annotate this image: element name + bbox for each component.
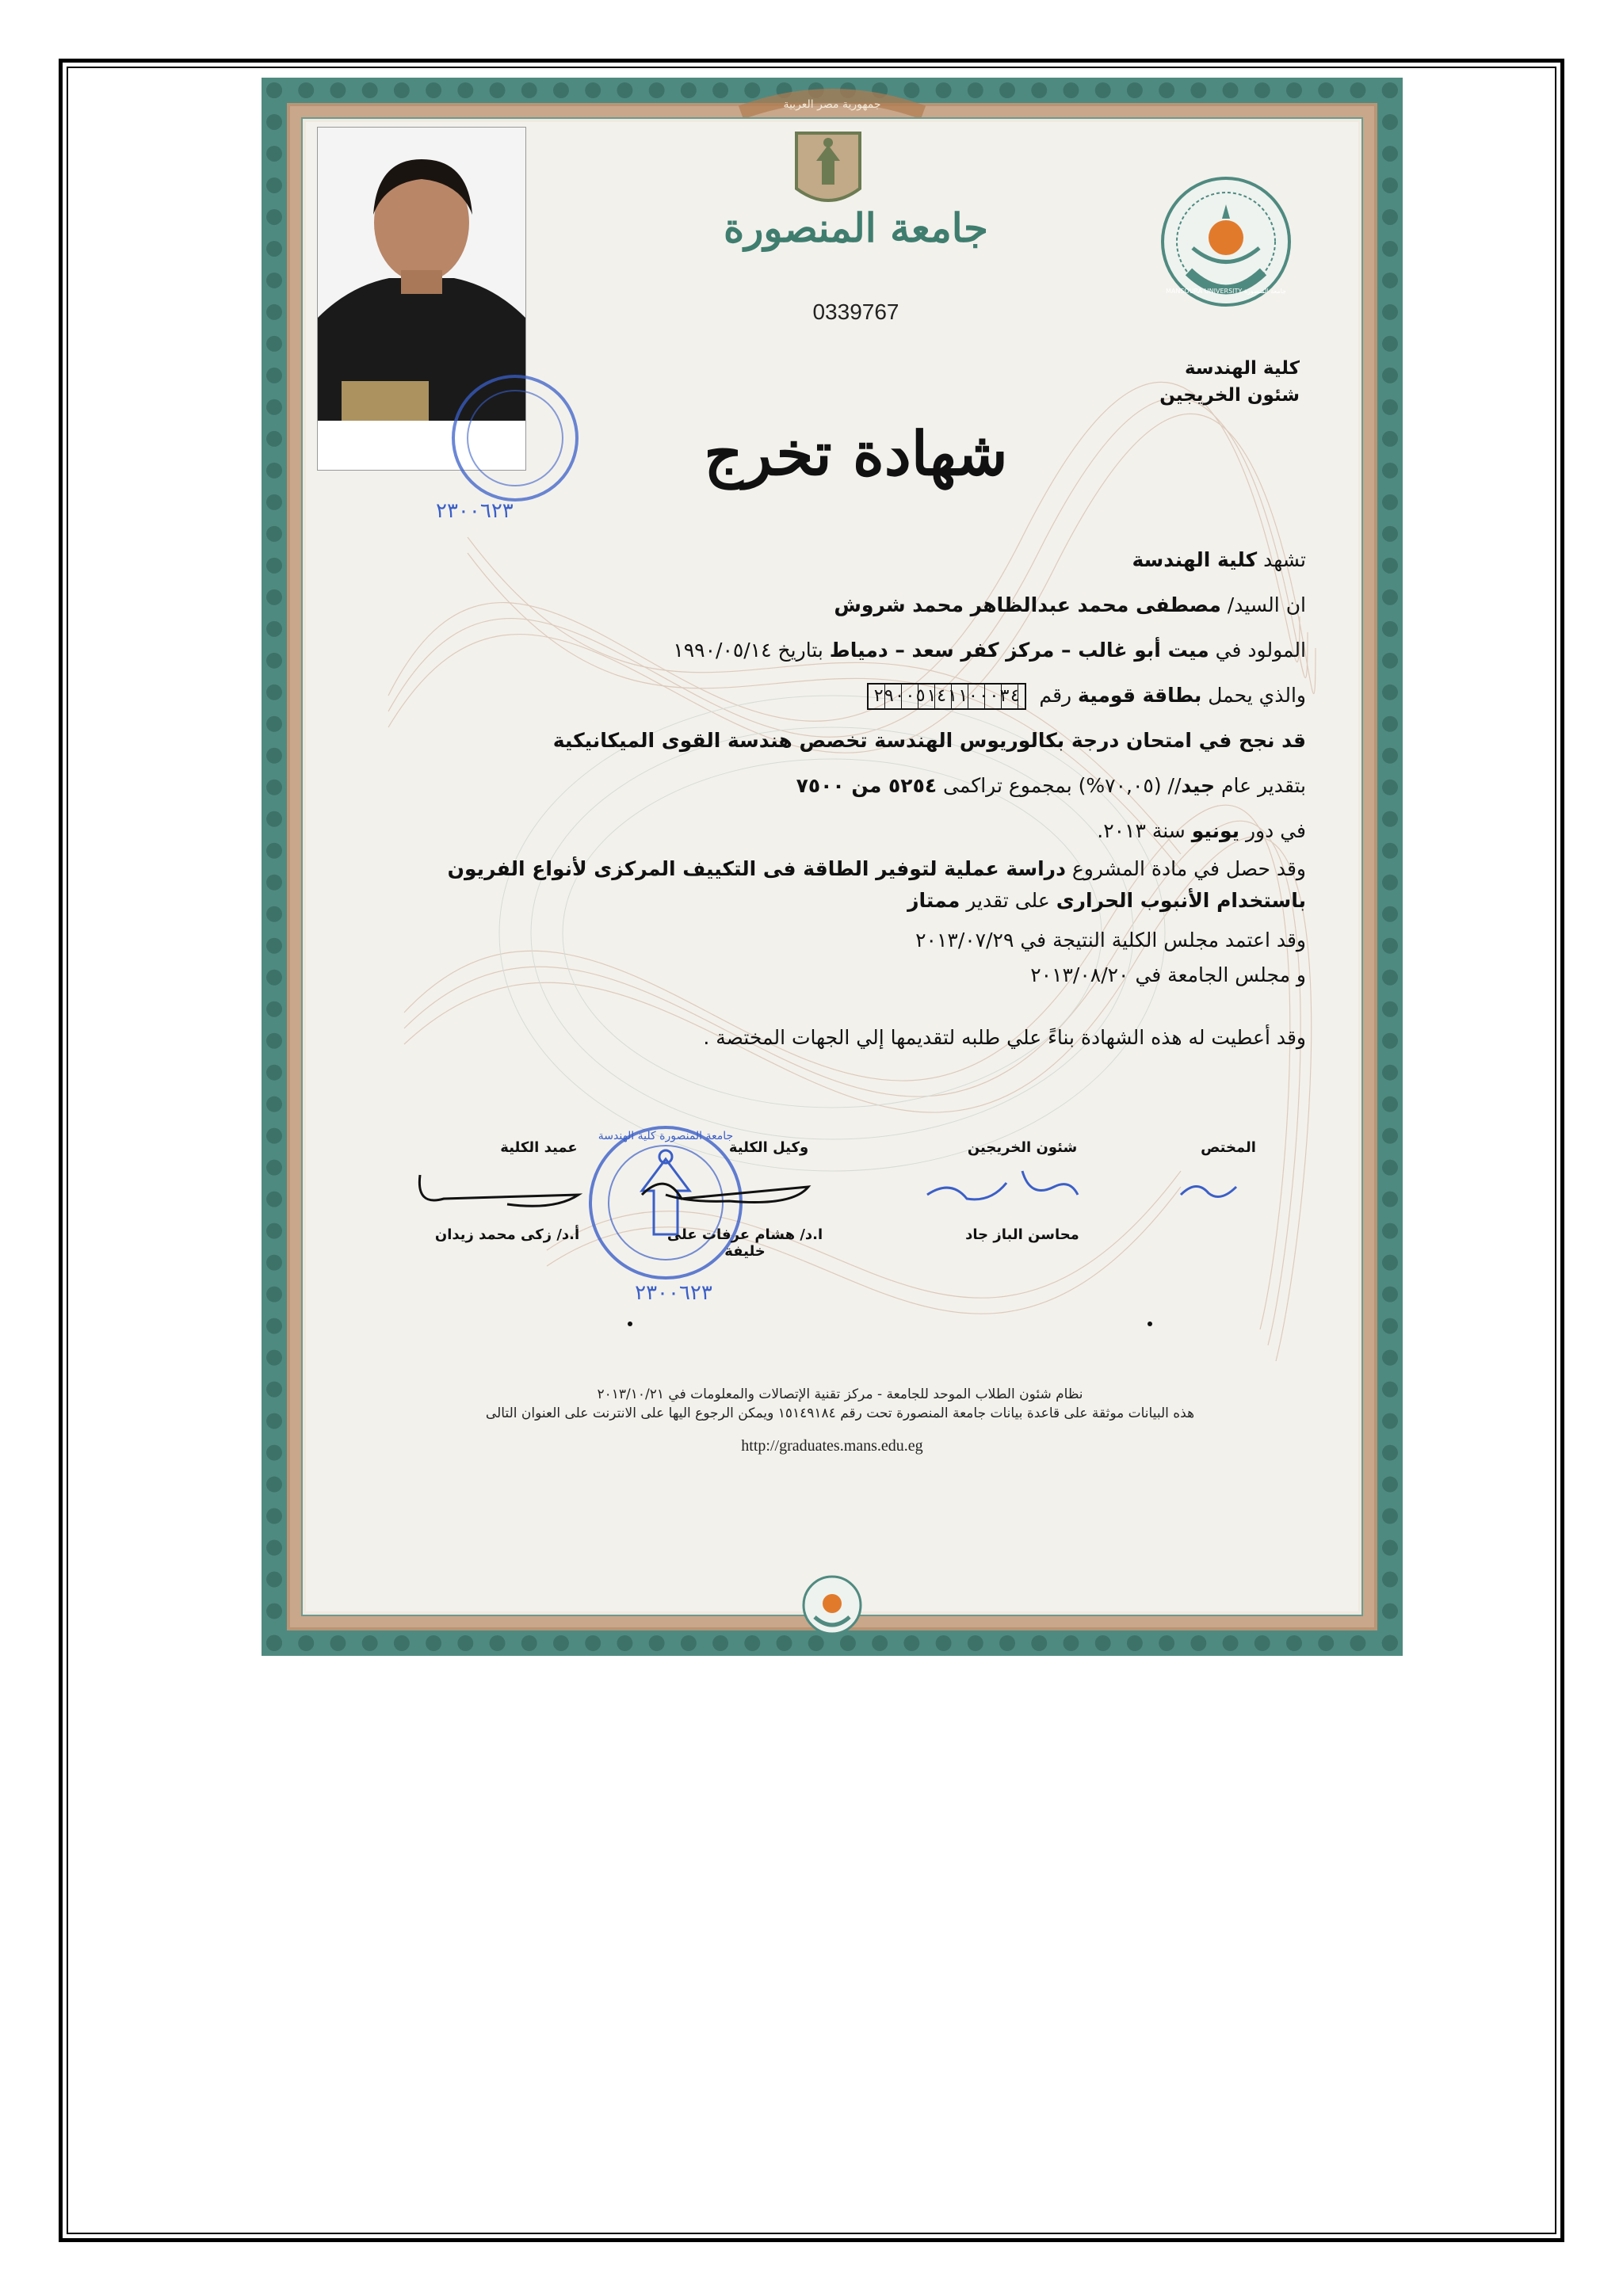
body-line-2: ان السيد/ مصطفى محمد عبدالظاهر محمد شروش (834, 593, 1306, 616)
body-line-7: في دور يونيو سنة ٢٠١٣. (1097, 819, 1306, 842)
specialist-signature (1173, 1171, 1244, 1211)
stamp-number-bottom: ٢٣٠٠٦٢٣ (635, 1281, 712, 1305)
body-line-8: وقد حصل في مادة المشروع دراسة عملية لتوفير الطاقة فى التكييف المركزى لأنواع الفريون (447, 857, 1306, 880)
verification-url: http://graduates.mans.edu.eg (741, 1437, 923, 1455)
certificate-title: شهادة تخرج (704, 418, 1008, 489)
graduates-affairs-name: محاسن الباز جاد (965, 1226, 1079, 1243)
university-name: جامعة المنصورة (724, 204, 988, 251)
vice-dean-name: ا.د/ هشام عرفات على خليفة (666, 1226, 823, 1260)
body-line-3: المولود في ميت أبو غالب – مركز كفر سعد – دمياط بتاريخ ١٩٩٠/٠٥/١٤ (673, 639, 1306, 662)
left-top-stamp (420, 371, 594, 529)
body-line-5: قد نجح في امتحان درجة بكالوريوس الهندسة تخصص هندسة القوى الميكانيكية (552, 729, 1306, 752)
bottom-university-emblem-icon (800, 1573, 864, 1645)
dean-signature (412, 1163, 586, 1219)
mansoura-university-logo (1157, 173, 1296, 311)
dot-mark (628, 1322, 632, 1326)
serial-number: 0339767 (812, 299, 899, 324)
logo-text: MANSOURA UNIVERSITY جامعة المنصورة (1165, 288, 1287, 295)
footer-line-2: هذه البيانات موثقة على قاعدة بيانات جامعة المنصورة تحت رقم ١٥١٤٩١٨٤ ويمكن الرجوع اليها على الانترنت على العنوان التالى (485, 1405, 1195, 1421)
body-line-10: وقد اعتمد مجلس الكلية النتيجة في ٢٠١٣/٠٧/٢٩ (915, 929, 1306, 952)
dot-mark (1148, 1322, 1152, 1326)
seal-text: جامعة المنصورة كلية الهندسة (598, 1130, 734, 1142)
vice-dean-label: وكيل الكلية (728, 1139, 809, 1156)
eagle-emblem-icon (789, 125, 868, 212)
top-ribbon-text: جمهورية مصر العربية (783, 98, 881, 111)
faculty-name: كلية الهندسة (1184, 358, 1300, 379)
department-name: شئون الخريجين (1159, 385, 1300, 406)
graduates-affairs-signature (919, 1155, 1094, 1211)
signature-area (380, 1123, 1300, 1305)
graduation-certificate (262, 78, 1403, 1656)
body-line-6: بتقدير عام جيد// (٧٠,٠٥%) بمجموع تراكمى ٥٢٥٤ من ٧٥٠٠ (796, 774, 1306, 797)
body-line-4: والذي يحمل بطاقة قومية رقم ٢٩٠٠٥١٤١١٠٠٠٣٤ (434, 673, 1306, 718)
vice-dean-signature (634, 1163, 824, 1219)
body-line-9: باستخدام الأنبوب الحرارى على تقدير ممتاز (907, 889, 1306, 912)
faculty-block (1054, 355, 1300, 409)
body-line-12: وقد أعطيت له هذه الشهادة بناءً علي طلبه لتقديمها إلي الجهات المختصة . (703, 1026, 1306, 1049)
certificate-body (434, 537, 1306, 1060)
body-line-1: تشهد كلية الهندسة (1132, 548, 1306, 571)
dean-label: عميد الكلية (500, 1139, 578, 1156)
body-line-11: و مجلس الجامعة في ٢٠١٣/٠٨/٢٠ (1030, 963, 1306, 986)
national-id-box: ٢٩٠٠٥١٤١١٠٠٠٣٤ (867, 683, 1026, 710)
specialist-label: المختص (1201, 1139, 1256, 1156)
graduates-affairs-label: شئون الخريجين (967, 1139, 1078, 1156)
graduate-name: مصطفى محمد عبدالظاهر محمد شروش (834, 593, 1221, 616)
stamp-number-top: ٢٣٠٠٦٢٣ (436, 499, 514, 523)
footer-line-1: نظام شئون الطلاب الموحد للجامعة - مركز تقنية الإتصالات والمعلومات في ٢٠١٣/١٠/٢١ (597, 1386, 1083, 1402)
top-ribbon (737, 84, 927, 117)
dean-name: أ.د/ زكى محمد زيدان (434, 1226, 580, 1243)
footer-text (380, 1385, 1300, 1423)
